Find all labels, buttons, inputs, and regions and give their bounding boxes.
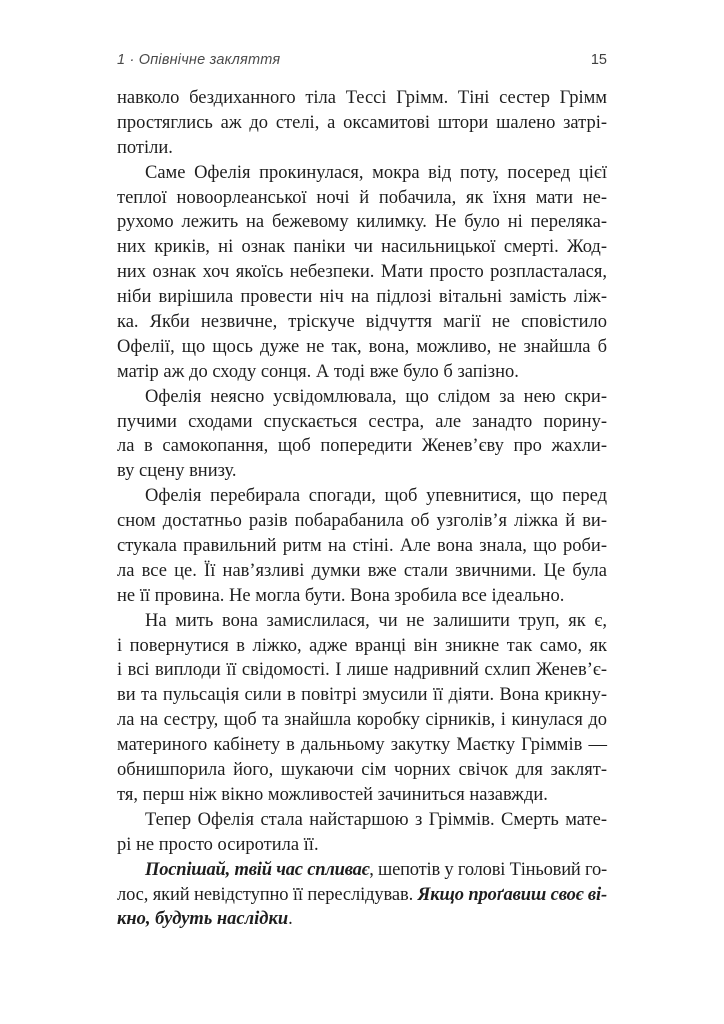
body-text: ла все це. Її нав’язливі думки вже стали звичними. Це була	[117, 560, 607, 581]
body-text: потіли.	[117, 137, 173, 158]
body-text: стукала правильний ритм на стіні. Але вона знала, що роби-	[117, 536, 607, 557]
text-line	[117, 86, 607, 111]
body-text: ву сцену внизу.	[117, 461, 237, 482]
text-line	[117, 559, 607, 584]
body-text: і повернутися в ліжко, адже вранці він зникне так само, як	[117, 635, 607, 656]
text-line	[117, 858, 607, 883]
paragraph	[117, 86, 607, 161]
paragraph	[117, 385, 607, 485]
text-line	[117, 584, 607, 609]
body-text: ка. Якби незвичне, тріскуче відчуття магії не сповістило	[117, 312, 607, 333]
page-number: 15	[590, 52, 607, 68]
text-line	[117, 833, 607, 858]
text-line	[117, 385, 607, 410]
text-line	[117, 634, 607, 659]
text-line	[117, 609, 607, 634]
page-content	[117, 52, 607, 932]
text-line	[117, 310, 607, 335]
body-text: них криків, ні ознак паніки чи насильницької смерті. Жод-	[117, 237, 607, 258]
text-line	[117, 459, 607, 484]
paragraph	[117, 484, 607, 608]
body-text: матір аж до сходу сонця. А тоді вже було б запізно.	[117, 361, 519, 382]
text-line	[117, 111, 607, 136]
text-line	[117, 360, 607, 385]
body-text: Офелія неясно усвідомлювала, що слідом за нею скри-	[145, 386, 607, 407]
text-line	[117, 783, 607, 808]
body-text: ла в самокопання, щоб попередити Женев’єву про жахли-	[117, 436, 607, 457]
page-body	[117, 86, 607, 932]
body-text: , шепотів у голові Тіньовий го-	[369, 859, 607, 880]
text-line	[117, 285, 607, 310]
text-line	[117, 186, 607, 211]
emphasis-text: кно, будуть наслідки	[117, 909, 289, 930]
text-line	[117, 658, 607, 683]
body-text: сном достатньо разів побарабанила об узголів’я ліжка й ви-	[117, 511, 607, 532]
body-text: пучими сходами спускається сестра, але занадто порину-	[117, 411, 607, 432]
body-text: навколо бездиханного тіла Тессі Грімм. Тіні сестер Грімм	[117, 88, 607, 108]
body-text: простяглись аж до стелі, а оксамитові штори шалено затрі-	[117, 112, 607, 133]
text-line	[117, 260, 607, 285]
text-line	[117, 335, 607, 360]
text-line	[117, 733, 607, 758]
text-line	[117, 534, 607, 559]
body-text: обнишпорила його, шукаючи сім чорних свічок для заклят-	[117, 760, 607, 781]
body-text: рі не просто осиротила її.	[117, 834, 319, 855]
body-text: не її провина. Не могла бути. Вона зробила все ідеально.	[117, 585, 565, 606]
text-line	[117, 758, 607, 783]
body-text: Тепер Офелія стала найстаршою з Гріммів. Смерть мате-	[145, 809, 607, 830]
text-line	[117, 161, 607, 186]
body-text: Саме Офелія прокинулася, мокра від поту, посеред цієї	[145, 162, 607, 183]
body-text: Офелія перебирала спогади, щоб упевнитися, що перед	[145, 486, 607, 507]
text-line	[117, 484, 607, 509]
body-text: ла на сестру, щоб та знайшла коробку сірників, і кинулася до	[117, 710, 608, 731]
body-text: ви та пульсація сили в повітрі змусили її діяти. Вона крикну-	[117, 685, 607, 706]
body-text: материного кабінету в дальньому закутку Маєтку Гріммів —	[117, 735, 607, 756]
text-line	[117, 235, 607, 260]
text-line	[117, 410, 607, 435]
text-line	[117, 136, 607, 161]
body-text: лос, який невідступно її переслідував.	[117, 884, 418, 905]
running-header	[117, 52, 607, 70]
emphasis-text: Якщо проґавиш своє ві-	[417, 884, 607, 905]
chapter-running-title: 1 · Опівнічне закляття	[117, 52, 281, 68]
text-line	[117, 434, 607, 459]
text-line	[117, 907, 607, 932]
text-line	[117, 210, 607, 235]
body-text: і всі виплоди її свідомості. І лише надривний схлип Женев’є-	[117, 660, 607, 681]
text-line	[117, 708, 607, 733]
body-text: рухомо лежить на бежевому килимку. Не було ні переляка-	[117, 212, 607, 233]
body-text: теплої новоорлеанської ночі й побачила, як їхня мати не-	[117, 187, 607, 208]
text-line	[117, 808, 607, 833]
paragraph	[117, 161, 607, 385]
body-text: ніби вирішила провести ніч на підлозі вітальні замість ліж-	[117, 287, 607, 308]
body-text: Офелії, що щось дуже не так, вона, можливо, не знайшла б	[117, 336, 608, 357]
text-line	[117, 883, 607, 908]
text-line	[117, 683, 607, 708]
body-text: них ознак хоч якоїсь небезпеки. Мати просто розпласталася,	[117, 262, 607, 283]
emphasis-text: Поспішай, твій час спливає	[145, 859, 370, 880]
body-text: На мить вона замислилася, чи не залишити труп, як є,	[145, 610, 607, 631]
body-text: тя, перш ніж вікно можливостей зачиниться назавжди.	[117, 784, 548, 805]
paragraph	[117, 858, 607, 933]
body-text: .	[288, 909, 293, 930]
text-line	[117, 509, 607, 534]
paragraph	[117, 808, 607, 858]
paragraph	[117, 609, 607, 808]
